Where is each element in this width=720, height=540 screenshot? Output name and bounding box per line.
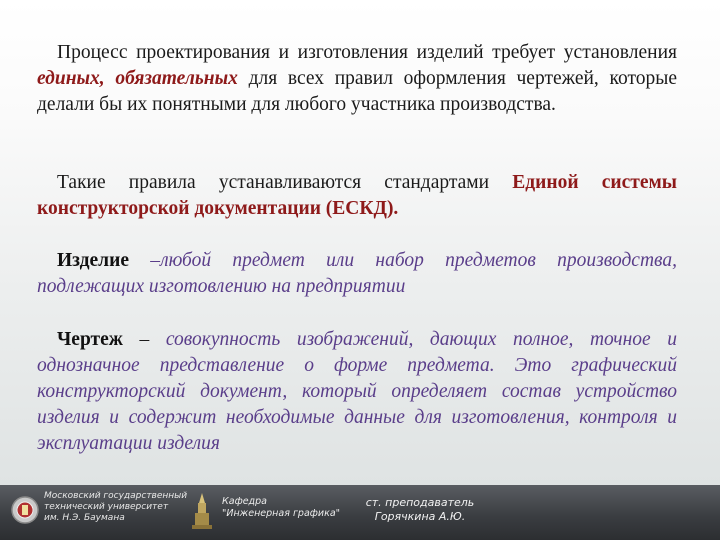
term-chertezh: Чертеж [57,329,123,350]
university-line-1: Московский государственный [44,491,188,501]
para1-lead: Процесс проектирования и изготовления изделий требует установления [57,42,677,63]
definition-chertezh: совокупность изображений, дающих полное, точное и однозначное представление о форме предмета. Это графический конструкторский документ, который определяет состав устройство изделия и содержит необходимые данные для изготовления, контроля и эксплуатации изделия [37,329,678,454]
paragraph-chertezh-definition [37,327,677,457]
university-emblem-icon [10,491,40,531]
para2-emphasis: Единой системы конструкторской документации (ЕСКД). [37,172,678,219]
department-line-1: Кафедра [222,496,267,507]
para3-dash: – [129,250,161,271]
definition-izdelie: любой предмет или набор предметов производства, подлежащих изготовлению на предприятии [37,250,678,297]
paragraph-izdelie-definition [37,248,677,300]
para2-lead: Такие правила устанавливаются стандартами [57,172,513,193]
para4-dash: – [122,329,166,350]
para1-tail: для всех правил оформления чертежей, которые делали бы их понятными для любого участника производства. [37,68,677,115]
paragraph-eskd [37,170,677,222]
author-credit [355,496,485,524]
footer-bar [0,485,720,540]
university-line-3: им. Н.Э. Баумана [44,513,125,523]
author-title: ст. преподаватель [365,496,475,509]
university-line-2: технический университет [44,502,169,512]
university-name [44,491,187,524]
para1-emphasis: единых, обязательных [37,68,238,89]
department-tower-icon [190,491,214,531]
term-izdelie: Изделие [57,250,130,271]
paragraph-design-process [37,40,677,118]
department-line-2: "Инженерная графика" [222,508,341,519]
department-name [222,496,340,520]
author-name: Горячкина А.Ю. [374,510,466,523]
